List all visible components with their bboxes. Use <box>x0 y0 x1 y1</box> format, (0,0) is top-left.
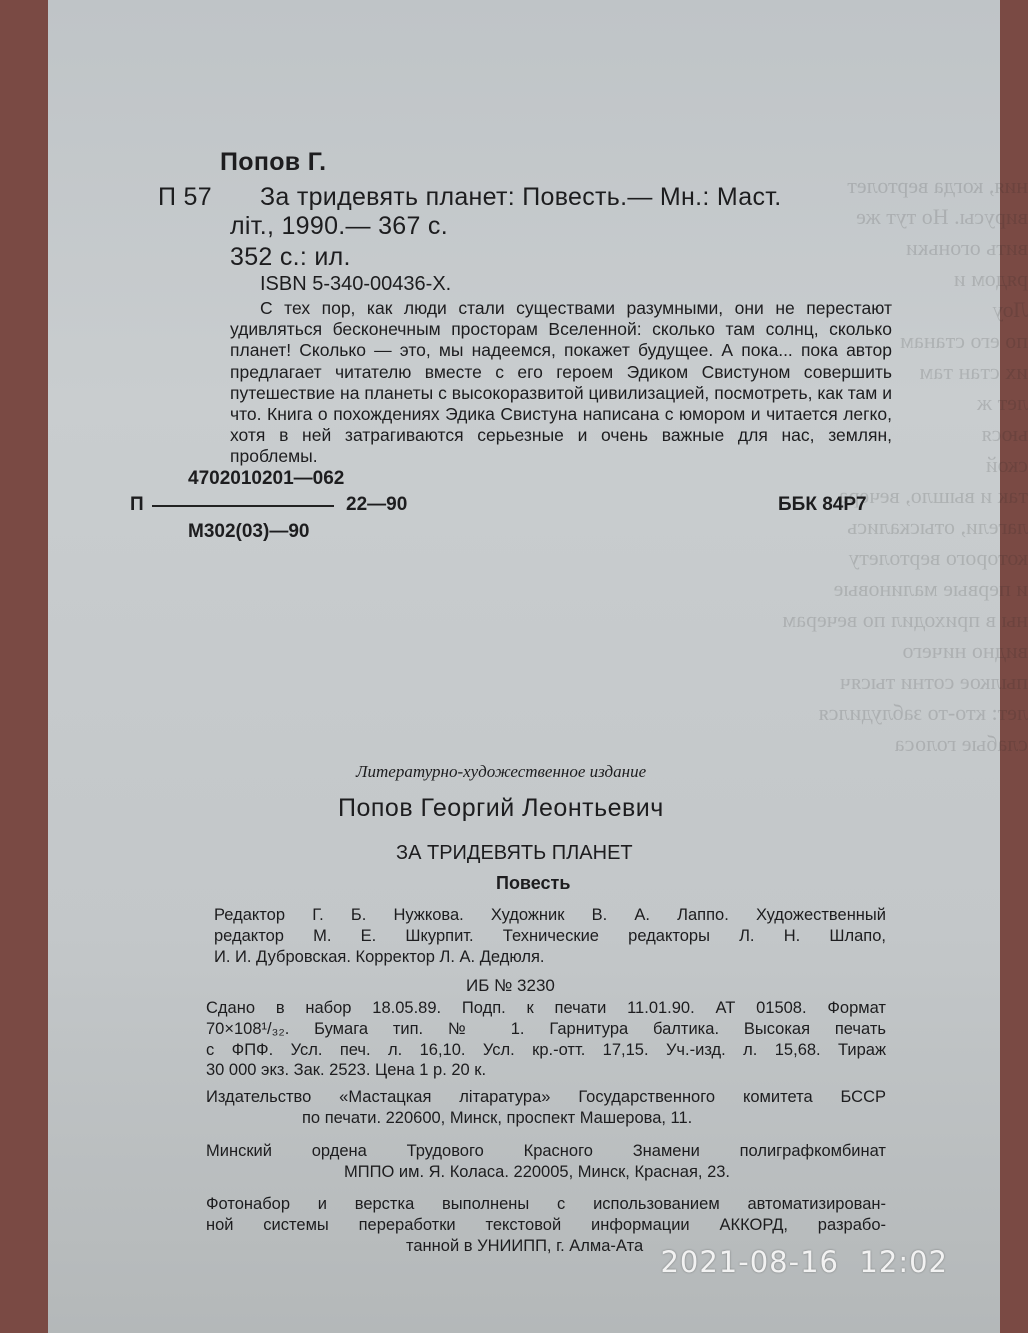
print-line: 30 000 экз. Зак. 2523. Цена 1 р. 20 к. <box>206 1061 487 1080</box>
catalog-author: Попов Г. <box>220 148 327 176</box>
print-line: Сдано в набор 18.05.89. Подп. к печати 11.01.90. АТ 01508. Формат <box>206 999 886 1017</box>
credits-line: редактор М. Е. Шкурпит. Технические редакторы Л. Н. Шлапо, <box>214 926 886 945</box>
imprint-author: Попов Георгий Леонтьевич <box>338 794 664 822</box>
typeset-line: ной системы переработки текстовой информации АККОРД, разрабо- <box>206 1216 886 1235</box>
imprint-genre: Повесть <box>496 873 571 893</box>
print-line: с ФПФ. Усл. печ. л. 16,10. Усл. кр.-отт. 17,15. Уч.-изд. л. 15,68. Тираж <box>206 1040 886 1059</box>
book-page <box>48 0 1028 1333</box>
ib-number: ИБ № 3230 <box>466 976 555 995</box>
catalog-annotation: С тех пор, как люди стали существами разумными, они не перестают удивляться бесконечным просторам Вселенной: сколько там солнц, сколько планет! Сколько — это, мы надеемся, покажет будущее. А пока... пока автор предлагает читателю вместе с его героем Эдиком Свистуном совершить путешествие на планеты с высокоразвитой цивилизацией, посмотреть, как там и что. Книга о похождениях Эдика Свистуна написана с юмором и читается легко, хотя в ней затрагиваются серьезные и очень важные для нас, землян, проблемы. <box>230 298 892 467</box>
code-bottom: М302(03)—90 <box>188 521 310 542</box>
publisher-line: по печати. 220600, Минск, проспект Машерова, 11. <box>302 1108 693 1127</box>
imprint-title: ЗА ТРИДЕВЯТЬ ПЛАНЕТ <box>396 842 633 864</box>
catalog-isbn: ISBN 5-340-00436-X. <box>260 273 452 295</box>
imprint-print-block <box>206 998 886 1257</box>
code-letter: П <box>130 494 144 515</box>
bbk-code: ББК 84Р7 <box>778 494 867 515</box>
code-fraction-line <box>152 505 334 507</box>
publisher-line: Издательство «Мастацкая лiтаратура» Государственного комитета БССР <box>206 1088 886 1107</box>
photo-timestamp: 2021-08-16 12:02 <box>660 1245 948 1279</box>
credits-line: И. И. Дубровская. Корректор Л. А. Дедюля. <box>214 947 545 966</box>
print-line: 70×108¹/₃₂. Бумага тип. № 1. Гарнитура балтика. Высокая печать <box>206 1019 886 1038</box>
code-right: 22—90 <box>346 494 408 515</box>
catalog-index: П 57 <box>158 183 212 211</box>
show-through-text: ния, когда вертолет вирусы. Но тут же вить огоньки рядом и Лоу по его станам их стан там лет ж ьюся ской так и вышло, вечера лагели, отыскались которого вертолету и первые малиновые ны в приходил по вечерам видно ничего пылкое сотни тысяч лет: кто-то заблудился слабые голоса <box>782 173 1028 756</box>
catalog-pub-line: лiт., 1990.— 367 с. <box>230 212 448 240</box>
printer-line: МППО им. Я. Коласа. 220005, Минск, Красная, 23. <box>344 1162 731 1181</box>
printer-line: Минский ордена Трудового Красного Знамени полиграфкомбинат <box>206 1141 886 1160</box>
credits-line: Редактор Г. Б. Нужкова. Художник В. А. Лаппо. Художественный <box>214 906 886 924</box>
typeset-line: танной в УНИИПП, г. Алма-Ата <box>406 1236 644 1255</box>
imprint-credits <box>214 905 886 967</box>
catalog-pages-line: 352 с.: ил. <box>230 243 351 271</box>
code-top: 4702010201—062 <box>188 468 345 489</box>
catalog-title-line: За тридевять планет: Повесть.— Мн.: Маст. <box>260 183 782 211</box>
edition-type: Литературно-художественное издание <box>356 762 647 781</box>
typeset-line: Фотонабор и верстка выполнены с использованием автоматизирован- <box>206 1195 886 1214</box>
